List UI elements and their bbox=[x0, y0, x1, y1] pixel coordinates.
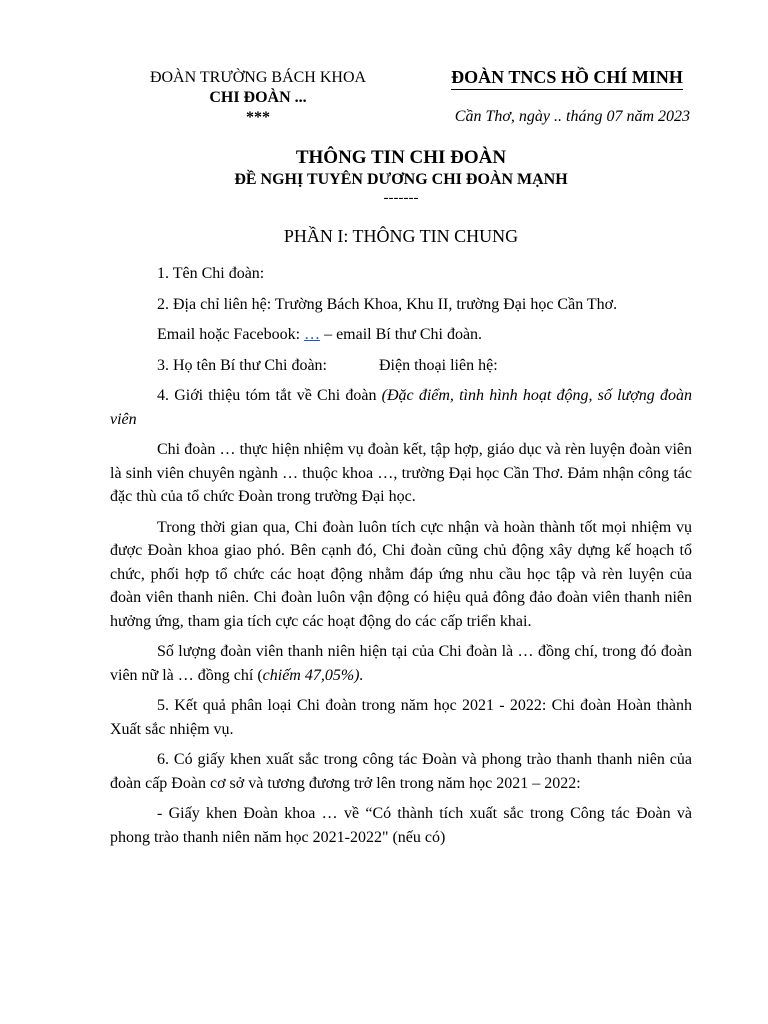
branch-name: CHI ĐOÀN ... bbox=[209, 89, 307, 106]
item-branch-name: 1. Tên Chi đoàn: bbox=[157, 265, 265, 282]
organization-block bbox=[442, 66, 692, 126]
introduction-note: (Đặc điểm, tình hình hoạt động, số lượng đoàn viên bbox=[110, 387, 692, 428]
paragraph-overview: Chi đoàn … thực hiện nhiệm vụ đoàn kết, tập hợp, giáo dục và rèn luyện đoàn viên là sinh viên chuyên ngành … thuộc khoa …, trường Đại học Cần Thơ. Đảm nhận công tác đặc thù của tổ chức Đoàn trong trường Đại học. bbox=[110, 441, 692, 505]
issuing-body-block bbox=[135, 68, 381, 128]
document-title: THÔNG TIN CHI ĐOÀN bbox=[295, 147, 507, 168]
item-address: 2. Địa chỉ liên hệ: Trường Bách Khoa, Khu II, trường Đại học Cần Thơ. bbox=[157, 295, 618, 313]
document-header bbox=[110, 0, 692, 140]
item-classification: 5. Kết quả phân loại Chi đoàn trong năm học 2021 - 2022: Chi đoàn Hoàn thành Xuất sắc nhiệm vụ. bbox=[110, 697, 692, 738]
members-text: Số lượng đoàn viên thanh niên hiện tại của Chi đoàn là … đồng chí, trong đó đoàn viên nữ là … đồng chí ( bbox=[110, 643, 692, 684]
phone-label: Điện thoại liên hệ: bbox=[379, 356, 498, 374]
paragraph-activities: Trong thời gian qua, Chi đoàn luôn tích cực nhận và hoàn thành tốt mọi nhiệm vụ được Đoàn khoa giao phó. Bên cạnh đó, Chi đoàn cũng chủ động xây dựng kế hoạch tổ chức, phối hợp tổ chức các hoạt động nhằm đáp ứng nhu cầu học tập và rèn luyện của đoàn viên thanh niên. Chi đoàn luôn vận động có hiệu quả đông đảo đoàn viên thanh niên hưởng ứng, tham gia tích cực các hoạt động do các cấp triển khai. bbox=[110, 518, 692, 630]
place-date: Cần Thơ, ngày .. tháng 07 năm 2023 bbox=[454, 108, 690, 125]
email-label: Email hoặc Facebook: bbox=[157, 326, 305, 343]
item-secretary bbox=[110, 354, 692, 378]
document-subtitle: ĐỀ NGHỊ TUYÊN DƯƠNG CHI ĐOÀN MẠNH bbox=[234, 171, 568, 188]
title-divider: ------- bbox=[383, 190, 419, 206]
item-introduction bbox=[110, 384, 692, 431]
organization-name: ĐOÀN TNCS HỒ CHÍ MINH bbox=[451, 66, 683, 90]
email-note: – email Bí thư Chi đoàn. bbox=[320, 326, 483, 343]
item-email bbox=[110, 323, 692, 347]
item-award-certificate: - Giấy khen Đoàn khoa … về “Có thành tích xuất sắc trong Công tác Đoàn và phong trào thanh niên năm học 2021-2022" (nếu có) bbox=[110, 805, 692, 846]
section-title: PHẦN I: THÔNG TIN CHUNG bbox=[283, 226, 519, 246]
introduction-label: 4. Giới thiệu tóm tắt về Chi đoàn bbox=[157, 387, 382, 404]
item-awards: 6. Có giấy khen xuất sắc trong công tác Đoàn và phong trào thanh thanh niên của đoàn cấp Đoàn cơ sở và tương đương trở lên trong năm học 2021 – 2022: bbox=[110, 751, 692, 792]
document-body bbox=[110, 262, 692, 856]
email-link[interactable]: … bbox=[304, 326, 321, 343]
secretary-label: 3. Họ tên Bí thư Chi đoàn: bbox=[157, 356, 327, 374]
paragraph-members bbox=[110, 640, 692, 687]
document-title-block bbox=[110, 146, 692, 206]
header-stars: *** bbox=[246, 109, 270, 126]
members-percentage: chiếm 47,05%). bbox=[262, 666, 364, 684]
school-union-name: ĐOÀN TRƯỜNG BÁCH KHOA bbox=[149, 69, 367, 86]
